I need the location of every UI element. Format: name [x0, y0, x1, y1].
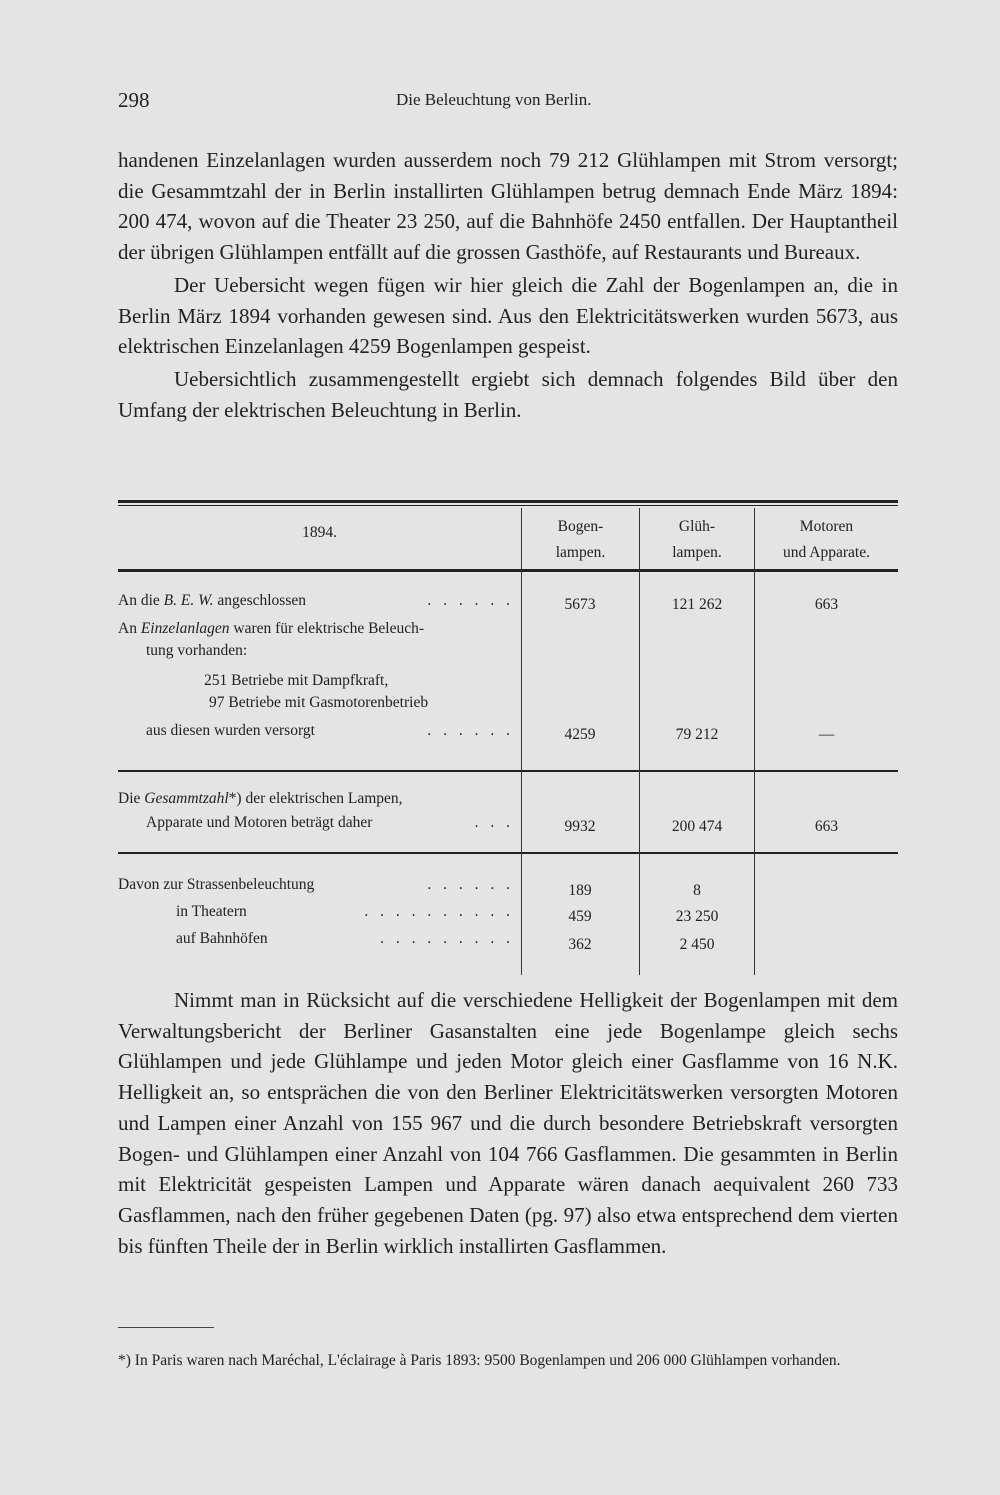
- statistics-table: [118, 500, 898, 975]
- row-label: auf Bahnhöfen . . . . . . . . .: [176, 930, 514, 947]
- cell-value: 200 474: [671, 818, 723, 835]
- table-header-rule: [118, 569, 898, 572]
- row-label: An Einzelanlagen waren für elektrische Beleuch-: [118, 620, 425, 637]
- row-label: 251 Betriebe mit Dampfkraft,: [204, 672, 389, 689]
- table-top-rule: [118, 500, 898, 503]
- cell-value: 9932: [564, 818, 596, 835]
- row-label: tung vorhanden:: [146, 642, 248, 659]
- cell-value: —: [818, 726, 835, 743]
- cell-value: 4259: [564, 726, 596, 743]
- table-section-rule: [118, 770, 898, 772]
- cell-value: 189: [568, 882, 592, 899]
- row-label: An die B. E. W. angeschlossen . . . . . .: [118, 592, 514, 609]
- header-gluehlampen: Glüh- lampen.: [672, 518, 722, 561]
- body-text-top: [118, 145, 898, 425]
- row-label: Davon zur Strassenbeleuchtung . . . . . .: [118, 876, 514, 893]
- cell-value: 5673: [564, 596, 596, 613]
- cell-value: 79 212: [675, 726, 719, 743]
- running-title: Die Beleuchtung von Berlin.: [396, 90, 592, 109]
- footnote: *) In Paris waren nach Maréchal, L'éclairage à Paris 1893: 9500 Bogenlampen und 206 000 Glühlampen vorhanden.: [118, 1352, 841, 1369]
- paragraph: Uebersichtlich zusammengestellt ergiebt sich demnach folgendes Bild über den Umfang der elektrischen Beleuchtung in Berlin.: [118, 366, 898, 422]
- cell-value: 23 250: [675, 908, 719, 925]
- header-motoren: Motoren und Apparate.: [783, 518, 870, 561]
- cell-value: 663: [814, 596, 839, 613]
- paragraph: handenen Einzelanlagen wurden ausserdem noch 79 212 Glühlampen mit Strom versorgt; die Gesammtzahl der in Berlin installirten Glühlampen betrug demnach Ende März 1894: 200 474, wovon auf die Theater 23 250, auf die Bahnhöfe 2450 entfallen. Der Hauptantheil der übrigen Glühlampen entfällt auf die grossen Gasthöfe, auf Restaurants und Bureaux.: [118, 148, 898, 265]
- row-label: aus diesen wurden versorgt . . . . . .: [146, 722, 514, 739]
- header-bogenlampen: Bogen- lampen.: [555, 518, 606, 561]
- table-section-rule: [118, 852, 898, 854]
- header-year: 1894.: [302, 524, 337, 541]
- page-number: 298: [118, 88, 150, 112]
- table-top-rule-thin: [118, 505, 898, 506]
- row-label: in Theatern . . . . . . . . . .: [176, 903, 514, 920]
- body-text-bottom: [118, 985, 898, 1261]
- cell-value: 2 450: [679, 936, 715, 953]
- paragraph: Der Uebersicht wegen fügen wir hier gleich die Zahl der Bogenlampen an, die in Berlin März 1894 vorhanden gewesen sind. Aus den Elektricitätswerken wurden 5673, aus elektrischen Einzelanlagen 4259 Bogenlampen gespeist.: [118, 272, 898, 359]
- row-label: Apparate und Motoren beträgt daher . . .: [146, 814, 514, 831]
- paragraph: Nimmt man in Rücksicht auf die verschiedene Helligkeit der Bogenlampen mit dem Verwaltungsbericht der Berliner Gasanstalten eine jede Bogenlampe gleich sechs Glühlampen und jede Glühlampe und jeden Motor gleich einer Gasflamme von 16 N.K. Helligkeit an, so entsprächen die von den Berliner Elektricitätswerken versorgten Motoren und Lampen einer Anzahl von 155 967 und die durch besondere Betriebskraft versorgten Bogen- und Glühlampen einer Anzahl von 104 766 Gasflammen. Die gesammten in Berlin mit Elektricität gespeisten Lampen und Apparate wären danach aequivalent 260 733 Gasflammen, nach den früher gegebenen Daten (pg. 97) also etwa entsprechend dem vierten bis fünften Theile der in Berlin wirklich installirten Gasflammen.: [118, 988, 898, 1258]
- cell-value: 362: [568, 936, 592, 953]
- cell-value: 121 262: [671, 596, 723, 613]
- cell-value: 8: [693, 882, 701, 899]
- cell-value: 663: [814, 818, 839, 835]
- row-label: Die Gesammtzahl*) der elektrischen Lampen,: [118, 790, 403, 807]
- footnote-rule: [118, 1327, 214, 1328]
- row-label: 97 Betriebe mit Gasmotorenbetrieb: [209, 694, 429, 711]
- running-header: [118, 88, 898, 118]
- cell-value: 459: [568, 908, 592, 925]
